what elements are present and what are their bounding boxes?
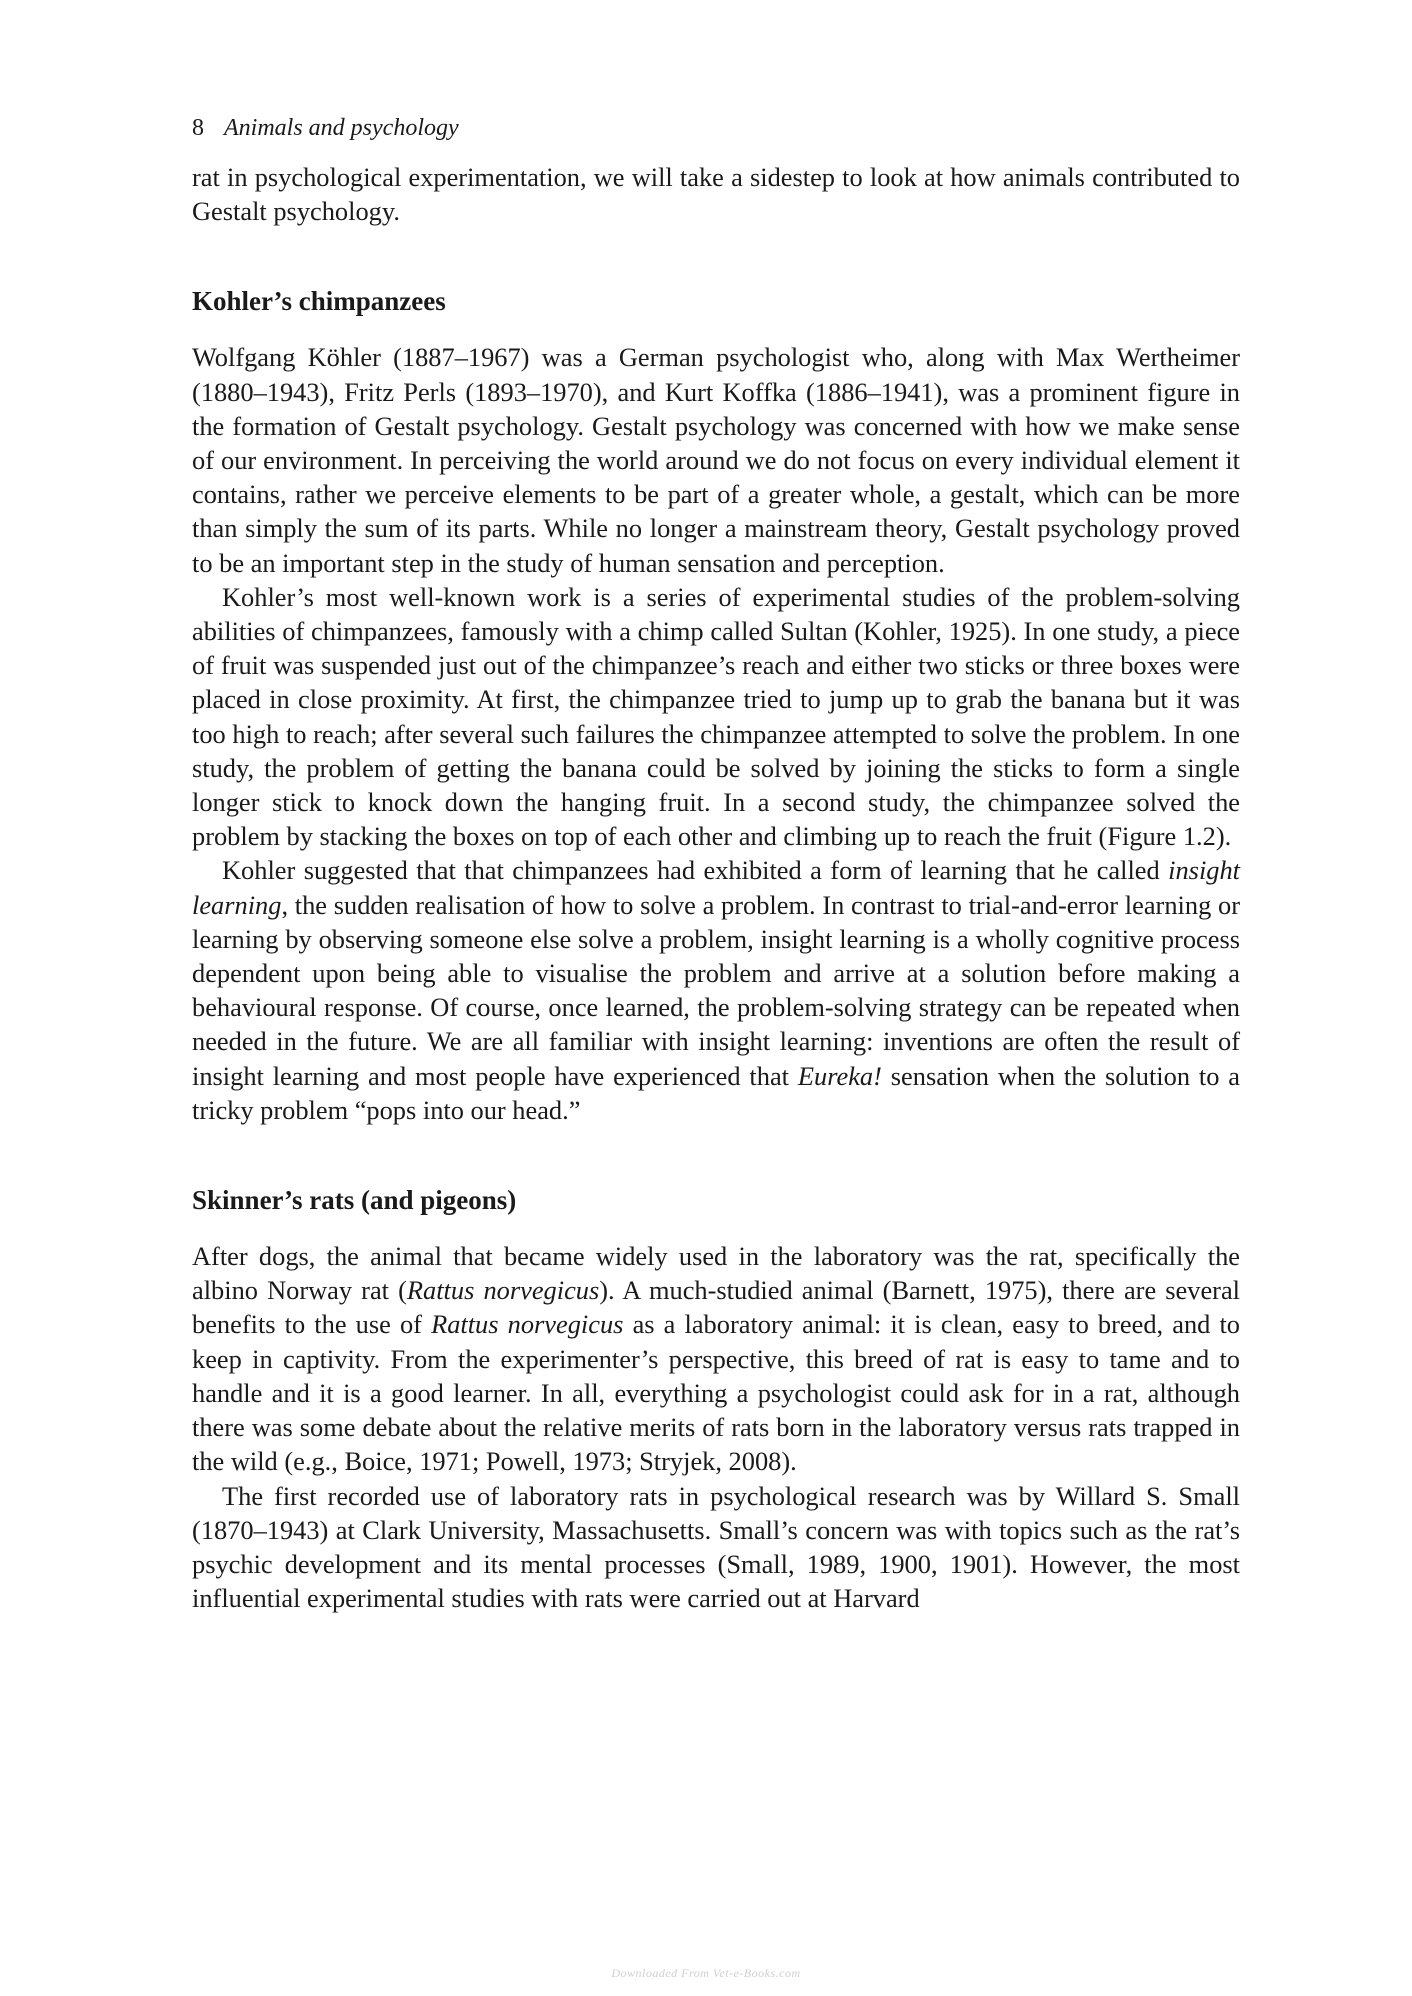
skinner-p1-text-c: as a laboratory animal: it is clean, easy to breed, and to keep in captivity. From the experimenter’s perspective, this breed of rat is easy to tame and to handle and it is a good learner. In all, everything a psychologist could ask for in a rat, although there was some debate about the relative merits of rats born in the laboratory versus rats trapped in the wild (e.g., Boice, 1971; Powell, 1973; Stryjek, 2008). (192, 1309, 1240, 1477)
running-head-title: Animals and psychology (224, 115, 459, 141)
running-head (192, 112, 459, 144)
download-watermark: Downloaded From Vet-e-Books.com (611, 1966, 801, 1980)
term-insight-learning: insight learning (192, 855, 1240, 920)
skinner-p1-text-a: After dogs, the animal that became widely used in the laboratory was the rat, specifically the albino Norway rat ( (192, 1241, 1240, 1306)
kohler-paragraph-3 (192, 853, 1240, 1127)
skinner-paragraph-2: The first recorded use of laboratory rats in psychological research was by Willard S. Small (1870–1943) at Clark University, Massachusetts. Small’s concern was with topics such as the rat’s psychic development and its mental processes (Small, 1989, 1900, 1901). However, the most influential experimental studies with rats were carried out at Harvard (192, 1480, 1240, 1614)
skinner-p1-text-b: ). A much-studied animal (Barnett, 1975), there are several benefits to the use of (192, 1275, 1240, 1340)
page-body (192, 160, 1240, 1615)
kohler-p3-text-b: , the sudden realisation of how to solve a problem. In contrast to trial-and-error learning or learning by observing someone else solve a problem, insight learning is a wholly cognitive process dependent upon being able to visualise the problem and arrive at a solution before making a behavioural response. Of course, once learned, the problem-solving strategy can be repeated when needed in the future. We are all familiar with insight learning: inventions are often the result of insight learning and most people have experienced that (192, 889, 1240, 1091)
skinner-paragraph-1 (192, 1239, 1240, 1478)
kohler-p3-text-a: Kohler suggested that that chimpanzees had exhibited a form of learning that he called (222, 855, 1169, 886)
intro-paragraph: rat in psychological experimentation, we will take a sidestep to look at how animals contributed to Gestalt psychology. (192, 162, 1240, 227)
kohler-paragraph-2: Kohler’s most well-known work is a series of experimental studies of the problem-solving abilities of chimpanzees, famously with a chimp called Sultan (Kohler, 1925). In one study, a piece of fruit was suspended just out of the chimpanzee’s reach and either two sticks or three boxes were placed in close proximity. At first, the chimpanzee tried to jump up to grab the banana but it was too high to reach; after several such failures the chimpanzee attempted to solve the problem. In one study, the problem of getting the banana could be solved by joining the sticks to form a single longer stick to knock down the hanging fruit. In a second study, the chimpanzee solved the problem by stacking the boxes on top of each other and climbing up to reach the fruit (Figure 1.2). (192, 581, 1240, 852)
kohler-paragraph-1: Wolfgang Köhler (1887–1967) was a German psychologist who, along with Max Wertheimer (1880–1943), Fritz Perls (1893–1970), and Kurt Koffka (1886–1941), was a prominent figure in the formation of Gestalt psychology. Gestalt psychology was concerned with how we make sense of our environment. In perceiving the world around we do not focus on every individual element it contains, rather we perceive elements to be part of a greater whole, a gestalt, which can be more than simply the sum of its parts. While no longer a mainstream theory, Gestalt psychology proved to be an important step in the study of human sensation and perception. (192, 342, 1240, 578)
term-eureka: Eureka! (797, 1060, 882, 1091)
term-rattus-norvegicus-2: Rattus norvegicus (431, 1309, 624, 1340)
term-rattus-norvegicus: Rattus norvegicus (406, 1275, 600, 1306)
kohler-p3-text-c: sensation when the solution to a tricky problem “pops into our head.” (192, 1060, 1241, 1125)
page-number: 8 (192, 115, 204, 141)
section-heading-skinner: Skinner’s rats (and pigeons) (192, 1185, 517, 1216)
section-heading-kohler: Kohler’s chimpanzees (192, 286, 446, 317)
